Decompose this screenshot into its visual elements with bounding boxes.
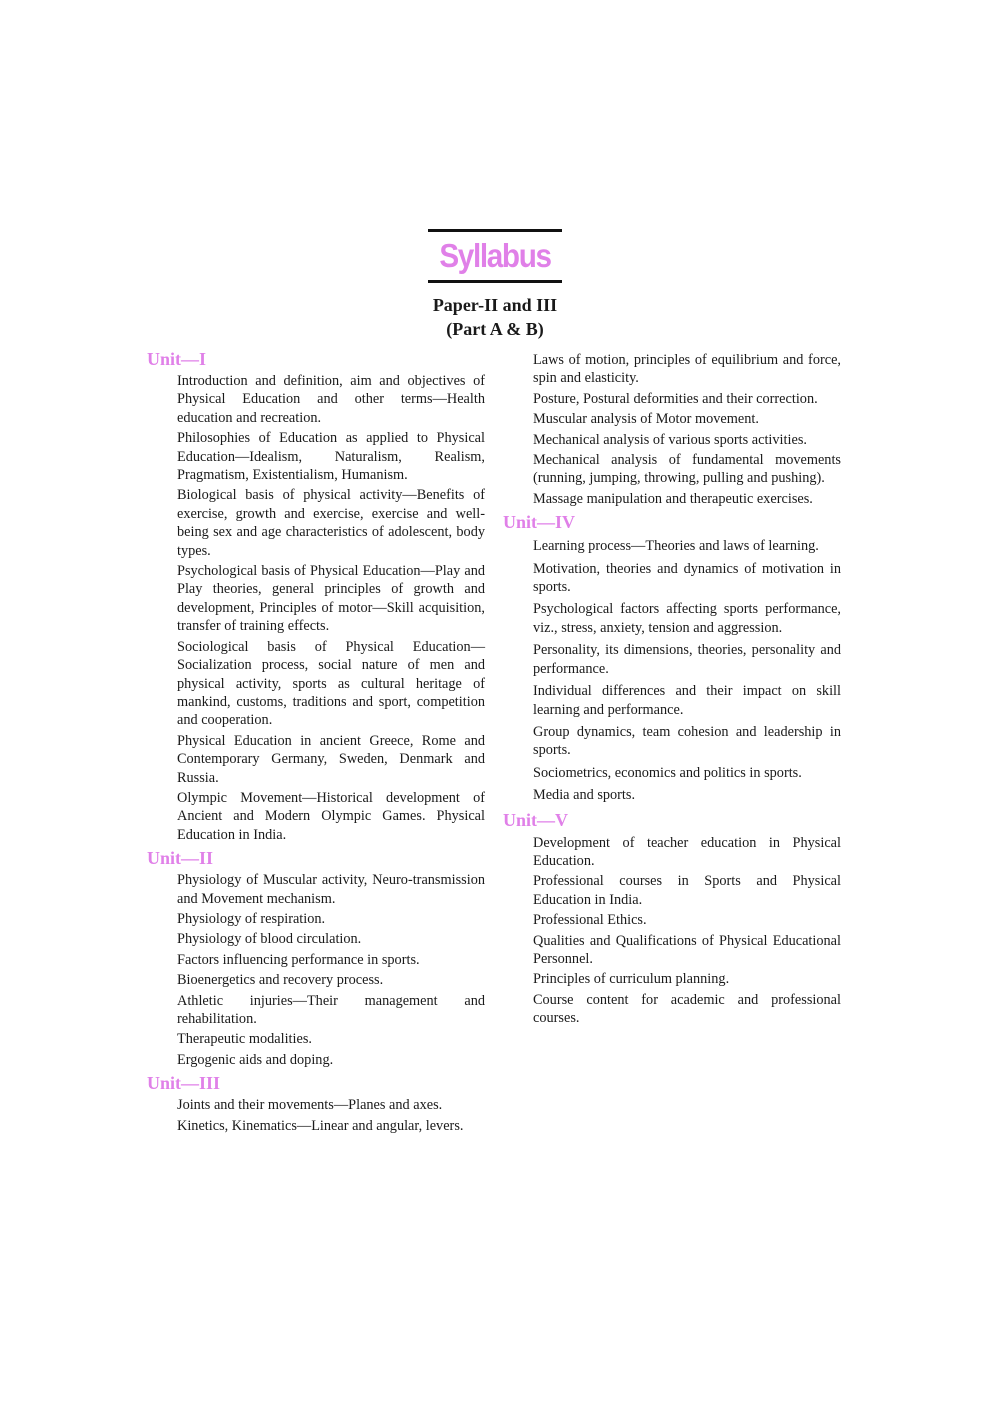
list-item: Therapeutic modalities. <box>177 1031 312 1048</box>
list-item: Media and sports. <box>533 787 636 804</box>
list-item: Muscular analysis of Motor movement. <box>533 411 759 428</box>
list-item: Factors influencing performance in sports. <box>177 951 420 968</box>
unit-heading: Unit—V <box>503 809 569 830</box>
list-item: Kinetics, Kinematics—Linear and angular, levers. <box>177 1117 464 1134</box>
list-item: Motivation, theories and dynamics of motivation in sports. <box>533 560 841 596</box>
list-item: Psychological factors affecting sports performance, viz., stress, anxiety, tension and aggression. <box>533 601 841 636</box>
list-item: Philosophies of Education as applied to Physical Education—Idealism, Naturalism, Realism, Pragmatism, Existentialism, Humanism. <box>177 430 485 484</box>
list-item: Sociometrics, economics and politics in sports. <box>533 764 802 781</box>
list-item: Personality, its dimensions, theories, personality and performance. <box>533 642 841 677</box>
unit-heading: Unit—IV <box>503 512 576 533</box>
list-item: Posture, Postural deformities and their correction. <box>533 390 818 407</box>
list-item: Professional Ethics. <box>533 912 647 929</box>
list-item: Introduction and definition, aim and objectives of Physical Education and other terms—Health education and recreation. <box>177 373 485 426</box>
unit-items <box>147 871 485 1069</box>
list-item: Joints and their movements—Planes and axes. <box>177 1097 443 1114</box>
list-item: Mechanical analysis of fundamental movements (running, jumping, throwing, pulling and pushing). <box>533 452 841 487</box>
unit-items <box>503 351 841 508</box>
title-rule-bottom <box>428 280 562 283</box>
list-item: Olympic Movement—Historical development of Ancient and Modern Olympic Games. Physical Education in India. <box>177 789 485 843</box>
list-item: Physiology of Muscular activity, Neuro-transmission and Movement mechanism. <box>177 872 485 907</box>
unit-items <box>503 537 841 804</box>
list-item: Massage manipulation and therapeutic exercises. <box>533 490 813 507</box>
list-item: Individual differences and their impact on skill learning and performance. <box>533 683 841 718</box>
unit-heading: Unit—II <box>147 848 214 869</box>
list-item: Athletic injuries—Their management and rehabilitation. <box>177 992 485 1027</box>
list-item: Physiology of respiration. <box>177 910 326 927</box>
right-column <box>503 351 841 1030</box>
list-item: Learning process—Theories and laws of learning. <box>533 538 819 555</box>
unit-items <box>503 834 841 1028</box>
left-column <box>147 348 485 1137</box>
page-title: Syllabus <box>439 237 551 274</box>
list-item: Bioenergetics and recovery process. <box>177 972 384 989</box>
list-item: Biological basis of physical activity—Benefits of exercise, growth and exercise, exercise and well-being sex and age characteristics of adolescent, body types. <box>177 487 485 559</box>
list-item: Development of teacher education in Physical Education. <box>533 834 841 869</box>
list-item: Psychological basis of Physical Education—Play and Play theories, general principles of growth and development, Principles of motor—Skill acquisition, transfer of training effects. <box>177 563 485 635</box>
list-item: Principles of curriculum planning. <box>533 971 730 988</box>
unit-heading: Unit—III <box>147 1073 221 1094</box>
list-item: Physiology of blood circulation. <box>177 931 362 948</box>
unit-heading: Unit—I <box>147 349 207 369</box>
list-item: Sociological basis of Physical Education—Socialization process, social nature of men and physical activity, sports as cultural heritage of mankind, customs, traditions and sport, competition and cooperation. <box>177 638 485 729</box>
list-item: Ergogenic aids and doping. <box>177 1051 334 1068</box>
unit-items <box>147 372 485 844</box>
subtitle-part: (Part A & B) <box>446 319 544 339</box>
list-item: Laws of motion, principles of equilibrium and force, spin and elasticity. <box>533 352 841 387</box>
list-item: Professional courses in Sports and Physical Education in India. <box>533 873 841 908</box>
unit-items <box>147 1096 485 1135</box>
page-title-block <box>428 229 562 283</box>
list-item: Qualities and Qualifications of Physical Educational Personnel. <box>533 932 841 967</box>
list-item: Group dynamics, team cohesion and leadership in sports. <box>533 723 841 759</box>
subtitle-paper: Paper-II and III <box>432 295 558 315</box>
list-item: Mechanical analysis of various sports activities. <box>533 431 807 448</box>
list-item: Physical Education in ancient Greece, Rome and Contemporary Germany, Sweden, Denmark and Russia. <box>177 732 485 786</box>
list-item: Course content for academic and professional courses. <box>533 991 841 1027</box>
